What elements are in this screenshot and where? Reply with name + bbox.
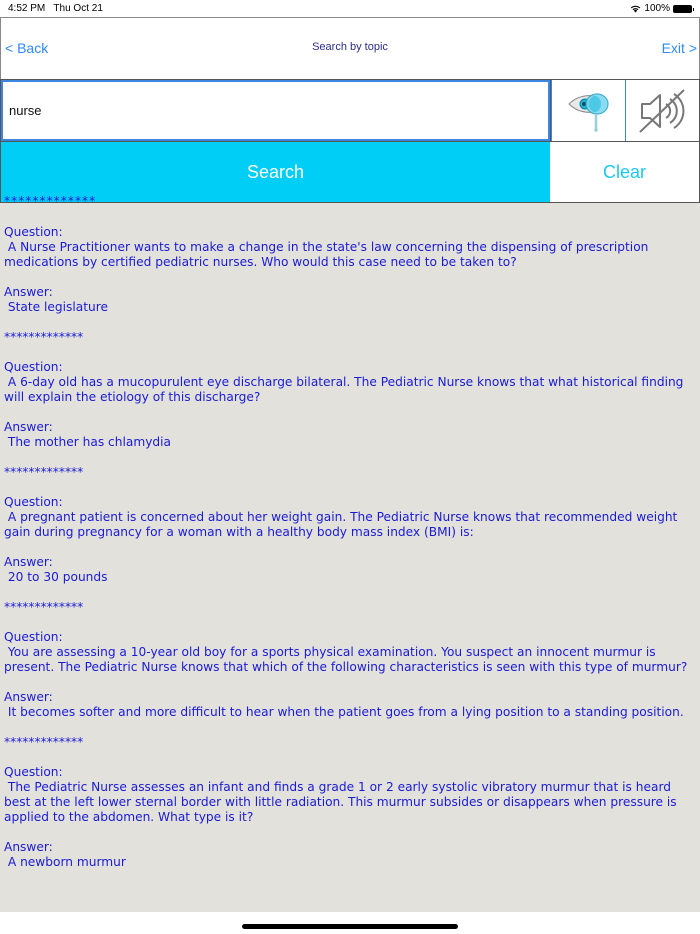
list-item <box>4 765 692 870</box>
question-label: Question: <box>4 765 63 779</box>
answer-label: Answer: <box>4 420 53 434</box>
answer-label: Answer: <box>4 690 53 704</box>
separator: ************* <box>4 330 84 344</box>
search-button[interactable]: Search <box>1 142 550 202</box>
answer-text: It becomes softer and more difficult to hear when the patient goes from a lying position to a standing position. <box>4 705 684 719</box>
separator: ************* <box>4 194 97 208</box>
answer-label: Answer: <box>4 285 53 299</box>
status-bar <box>0 0 700 17</box>
answer-text: State legislature <box>4 300 108 314</box>
wifi-icon <box>630 4 641 13</box>
question-label: Question: <box>4 360 63 374</box>
search-row <box>0 79 700 141</box>
mute-toggle-button[interactable] <box>625 80 699 141</box>
status-right <box>630 3 692 14</box>
separator: ************* <box>4 465 84 479</box>
answer-text: 20 to 30 pounds <box>4 570 108 584</box>
exit-button[interactable]: Exit > <box>661 40 697 56</box>
list-item <box>4 495 692 615</box>
status-time <box>8 3 103 14</box>
question-label: Question: <box>4 630 63 644</box>
results-scroll-area[interactable] <box>0 194 700 912</box>
answer-label: Answer: <box>4 840 53 854</box>
search-input[interactable] <box>1 80 550 141</box>
date-text: Thu Oct 21 <box>53 3 103 14</box>
separator: ************* <box>4 735 84 749</box>
question-text: A pregnant patient is concerned about her weight gain. The Pediatric Nurse knows that recommended weight gain during pregnancy for a woman with a healthy body mass index (BMI) is: <box>4 510 682 539</box>
question-text: You are assessing a 10-year old boy for a sports physical examination. You suspect an innocent murmur is present. The Pediatric Nurse knows that which of the following characteristics is seen with this type of murmur? <box>4 645 688 674</box>
back-button[interactable]: < Back <box>5 40 49 56</box>
read-aloud-button[interactable] <box>551 80 625 141</box>
home-indicator[interactable] <box>242 924 458 929</box>
clear-button[interactable]: Clear <box>550 142 699 202</box>
battery-icon <box>673 5 692 13</box>
home-area <box>0 912 700 934</box>
list-item <box>4 225 692 345</box>
results-list <box>4 225 692 885</box>
question-text: The Pediatric Nurse assesses an infant and finds a grade 1 or 2 early systolic vibratory murmur that is heard best at the left lower sternal border with little radiation. This murmur subsides or disappears when pressure is applied to the abdomen. What type is it? <box>4 780 681 824</box>
answer-text: The mother has chlamydia <box>4 435 172 449</box>
separator: ************* <box>4 600 84 614</box>
list-item <box>4 630 692 750</box>
navigation-bar <box>0 17 700 79</box>
question-label: Question: <box>4 225 63 239</box>
action-buttons-row <box>0 141 700 203</box>
answer-text: A newborn murmur <box>4 855 126 869</box>
page-title: Search by topic <box>312 41 388 53</box>
battery-percent: 100% <box>644 3 670 14</box>
answer-label: Answer: <box>4 555 53 569</box>
list-item <box>4 360 692 480</box>
speaker-muted-icon <box>636 86 690 136</box>
question-label: Question: <box>4 495 63 509</box>
time-text: 4:52 PM <box>8 3 46 14</box>
eye-icon <box>565 86 613 136</box>
question-text: A Nurse Practitioner wants to make a change in the state's law concerning the dispensing of prescription medications by certified pediatric nurses. Who would this case need to be taken to? <box>4 240 653 269</box>
question-text: A 6-day old has a mucopurulent eye discharge bilateral. The Pediatric Nurse knows that what historical finding will explain the etiology of this discharge? <box>4 375 688 404</box>
